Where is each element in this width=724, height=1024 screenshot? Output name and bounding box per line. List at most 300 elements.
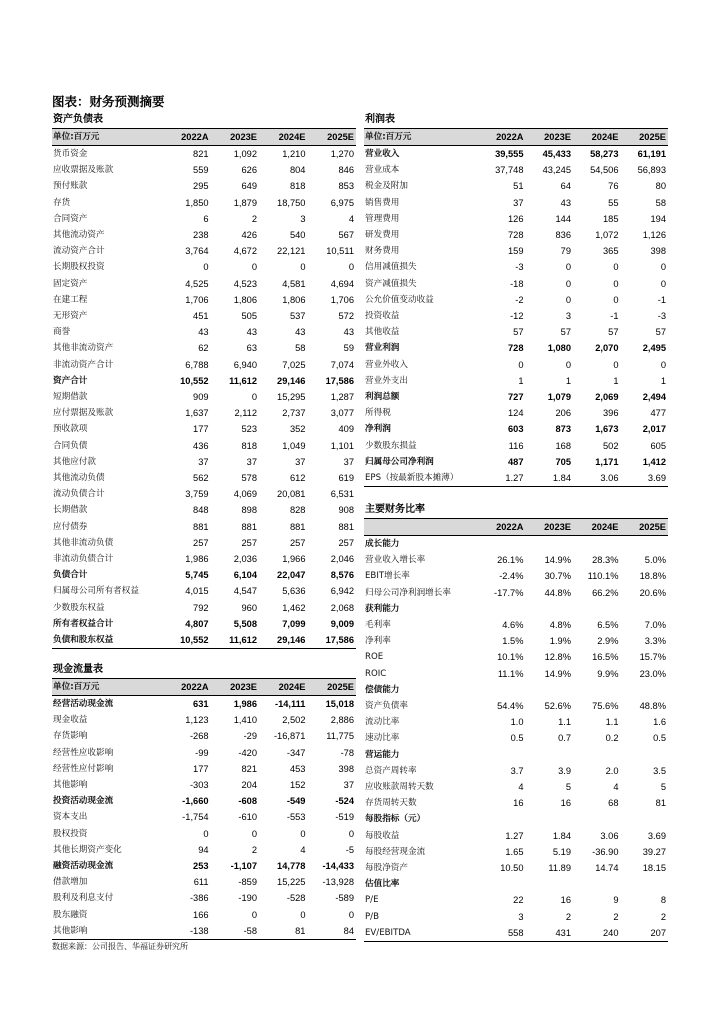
row-value: 0 bbox=[348, 828, 354, 839]
row-value: 54,506 bbox=[590, 165, 619, 176]
row-value: 51 bbox=[513, 181, 524, 192]
row-value: 0 bbox=[518, 359, 524, 370]
table-row bbox=[52, 227, 356, 243]
row-value: 1,072 bbox=[595, 230, 619, 241]
balance-sheet-section bbox=[52, 112, 356, 649]
row-value: 908 bbox=[338, 505, 354, 516]
row-value: 0.2 bbox=[605, 733, 619, 744]
table-row bbox=[52, 826, 356, 842]
row-value: 1,126 bbox=[642, 230, 666, 241]
row-value: 1,986 bbox=[185, 554, 209, 565]
table-row bbox=[364, 585, 668, 601]
table-row bbox=[364, 633, 668, 649]
row-value: -58 bbox=[211, 923, 259, 940]
row-value bbox=[478, 601, 526, 617]
table-row bbox=[52, 890, 356, 906]
row-value: 204 bbox=[241, 780, 258, 791]
row-value: -78 bbox=[340, 747, 354, 758]
row-value: -589 bbox=[335, 893, 354, 904]
row-value: 11,612 bbox=[211, 632, 259, 649]
row-value: 0 bbox=[660, 262, 666, 273]
row-value: 1,879 bbox=[233, 197, 258, 208]
row-value: 4,672 bbox=[233, 246, 258, 257]
row-value: 873 bbox=[555, 424, 571, 435]
row-label: 其他影响 bbox=[53, 780, 88, 791]
row-value: 6 bbox=[203, 213, 209, 224]
row-value bbox=[573, 536, 621, 553]
row-value: 451 bbox=[193, 311, 209, 322]
row-value: 0 bbox=[348, 262, 354, 273]
row-value: 59 bbox=[343, 343, 354, 354]
row-value: 0 bbox=[300, 262, 306, 273]
unit-header bbox=[364, 519, 478, 536]
year-header: 2022A bbox=[162, 129, 210, 146]
row-value: 4,525 bbox=[185, 278, 209, 289]
table-header-row bbox=[52, 129, 356, 146]
row-value: 853 bbox=[338, 181, 354, 192]
row-value: 81 bbox=[259, 923, 307, 940]
row-label: 销售费用 bbox=[365, 197, 400, 208]
table-row bbox=[364, 211, 668, 227]
balance-sheet-title: 资产负债表 bbox=[52, 112, 356, 129]
row-value: 28.3% bbox=[592, 555, 619, 566]
table-row bbox=[364, 682, 668, 698]
table-row bbox=[364, 470, 668, 487]
table-row bbox=[52, 616, 356, 632]
year-header: 2025E bbox=[621, 129, 669, 146]
row-value: 37 bbox=[295, 456, 306, 467]
row-value: 43,245 bbox=[542, 165, 571, 176]
row-label: 营业外支出 bbox=[365, 375, 408, 386]
row-label: 研发费用 bbox=[365, 230, 400, 241]
row-value: 0 bbox=[348, 909, 354, 920]
row-value: 9.9% bbox=[597, 668, 619, 679]
table-row bbox=[52, 858, 356, 874]
row-value: 58,273 bbox=[590, 149, 619, 159]
row-value: 1.65 bbox=[505, 846, 524, 857]
row-label: 其他非流动资产 bbox=[53, 343, 114, 354]
table-header-row bbox=[364, 519, 668, 536]
row-label: 投资活动现金流 bbox=[53, 796, 114, 807]
year-header: 2023E bbox=[211, 679, 259, 696]
row-label: 归母公司净利润增长率 bbox=[365, 587, 451, 598]
row-value: -18 bbox=[510, 278, 524, 289]
row-value: 1,410 bbox=[233, 715, 258, 726]
row-value: 0.5 bbox=[653, 733, 666, 744]
row-label: 营业外收入 bbox=[365, 359, 408, 370]
row-value: 79 bbox=[560, 246, 571, 257]
year-header: 2024E bbox=[573, 129, 621, 146]
table-header-row bbox=[364, 129, 668, 146]
year-header: 2023E bbox=[526, 129, 574, 146]
row-value: 62 bbox=[198, 343, 209, 354]
row-label: 无形资产 bbox=[53, 311, 88, 322]
row-value: 11,612 bbox=[229, 375, 258, 386]
row-value: 37,748 bbox=[495, 165, 524, 176]
table-row bbox=[52, 632, 356, 649]
cash-flow-table bbox=[52, 679, 356, 940]
row-value: 502 bbox=[602, 440, 619, 451]
row-value: 828 bbox=[289, 505, 306, 516]
table-row bbox=[52, 308, 356, 324]
row-value: 20.6% bbox=[639, 587, 666, 598]
row-label: 总资产周转率 bbox=[365, 765, 417, 776]
row-label: 股东融资 bbox=[53, 909, 88, 920]
table-row bbox=[364, 698, 668, 714]
row-value: 1.1 bbox=[558, 717, 571, 728]
ratios-title: 主要财务比率 bbox=[364, 502, 668, 519]
unit-header: 单位:百万元 bbox=[364, 129, 478, 146]
row-value: 3 bbox=[565, 311, 571, 322]
row-value: 56,893 bbox=[637, 165, 666, 176]
row-value: 3,077 bbox=[330, 408, 354, 419]
row-value: 2 bbox=[565, 911, 571, 922]
row-value: 177 bbox=[193, 424, 209, 435]
table-row bbox=[364, 909, 668, 925]
row-value: 3,759 bbox=[185, 489, 209, 500]
row-value: 2,502 bbox=[282, 715, 306, 726]
row-value: 54.4% bbox=[497, 701, 524, 712]
row-value: 16.5% bbox=[592, 652, 619, 663]
row-value: 3,764 bbox=[185, 246, 209, 257]
row-value bbox=[573, 601, 621, 617]
row-value: 7.0% bbox=[644, 620, 666, 631]
table-row bbox=[364, 601, 668, 617]
row-value: -3 bbox=[515, 262, 524, 273]
row-value: 398 bbox=[650, 246, 666, 257]
row-value bbox=[621, 747, 669, 763]
row-value: 64 bbox=[560, 181, 571, 192]
row-value: 352 bbox=[289, 424, 306, 435]
row-value: 3.9 bbox=[558, 765, 571, 776]
row-value bbox=[526, 876, 574, 892]
table-row bbox=[364, 552, 668, 568]
row-value: 0 bbox=[660, 359, 666, 370]
row-value: 185 bbox=[602, 213, 619, 224]
row-value: 8 bbox=[660, 895, 666, 906]
year-header: 2025E bbox=[621, 519, 669, 536]
row-value: 0 bbox=[300, 909, 306, 920]
row-value: -14,433 bbox=[322, 861, 354, 872]
row-value: 1,462 bbox=[282, 602, 306, 613]
table-row bbox=[52, 583, 356, 599]
row-label: 流动比率 bbox=[365, 717, 400, 728]
row-label: 营业收入增长率 bbox=[365, 555, 426, 566]
row-value: 207 bbox=[621, 925, 669, 942]
row-value: 66.2% bbox=[592, 587, 619, 598]
table-row bbox=[52, 486, 356, 502]
row-value: 1 bbox=[613, 375, 619, 386]
row-value: 43 bbox=[198, 327, 209, 338]
row-value: 159 bbox=[507, 246, 524, 257]
row-value: -519 bbox=[335, 812, 354, 823]
row-value: 0 bbox=[565, 262, 571, 273]
row-value: 6,940 bbox=[233, 359, 258, 370]
row-value: -99 bbox=[195, 747, 209, 758]
row-value: 18,750 bbox=[277, 197, 306, 208]
row-label: 经营活动现金流 bbox=[53, 699, 114, 709]
row-value: 0 bbox=[565, 294, 571, 305]
row-label: 利润总额 bbox=[365, 392, 400, 403]
table-row bbox=[364, 324, 668, 340]
source-note: 数据来源：公司报告、华福证券研究所 bbox=[52, 942, 188, 951]
row-value: 1.9% bbox=[549, 636, 571, 647]
row-value: 836 bbox=[555, 230, 571, 241]
table-row bbox=[364, 178, 668, 194]
row-value: 505 bbox=[241, 311, 258, 322]
row-value: 2 bbox=[251, 844, 258, 855]
row-value: 3.06 bbox=[600, 830, 619, 841]
row-value: 1,412 bbox=[642, 456, 666, 467]
row-value: 18.15 bbox=[642, 863, 666, 874]
row-value: 909 bbox=[193, 392, 209, 403]
year-header: 2022A bbox=[162, 679, 210, 696]
row-value bbox=[526, 747, 574, 763]
row-value: 426 bbox=[241, 230, 258, 241]
row-value: 0 bbox=[613, 359, 619, 370]
row-value: 295 bbox=[193, 181, 209, 192]
row-value: 0 bbox=[565, 278, 571, 289]
table-row bbox=[364, 925, 668, 942]
row-value: 1,806 bbox=[233, 294, 258, 305]
row-value: 4,547 bbox=[233, 586, 258, 597]
row-value: 2,112 bbox=[234, 408, 258, 419]
row-value: 1,706 bbox=[330, 294, 354, 305]
row-label: 长期股权投资 bbox=[53, 262, 105, 273]
row-value: 1,966 bbox=[282, 554, 306, 565]
table-row bbox=[364, 405, 668, 421]
row-value: 2,036 bbox=[233, 554, 258, 565]
row-label: 管理费用 bbox=[365, 213, 400, 224]
row-value: 37 bbox=[513, 197, 524, 208]
row-value: 1,101 bbox=[330, 440, 354, 451]
row-value: 4,523 bbox=[233, 278, 258, 289]
row-value: 821 bbox=[193, 149, 209, 159]
row-value: 10,552 bbox=[180, 375, 209, 386]
row-value: 1,080 bbox=[547, 343, 571, 354]
row-value: -303 bbox=[189, 780, 209, 791]
income-statement-title: 利润表 bbox=[364, 112, 668, 129]
row-value: 30.7% bbox=[544, 571, 571, 582]
row-value: 14,778 bbox=[277, 861, 306, 872]
row-value: 898 bbox=[241, 505, 258, 516]
row-value: 166 bbox=[193, 909, 209, 920]
row-value: 240 bbox=[573, 925, 621, 942]
table-row bbox=[364, 876, 668, 892]
row-value: -1,754 bbox=[182, 812, 209, 823]
row-value: 0 bbox=[251, 909, 258, 920]
row-value: 1,049 bbox=[282, 440, 306, 451]
row-label: ROIC bbox=[365, 668, 387, 679]
row-value: 2,494 bbox=[642, 392, 666, 403]
row-value: 15,018 bbox=[325, 699, 354, 709]
row-value: 11,775 bbox=[326, 731, 354, 742]
row-value: 0 bbox=[613, 294, 619, 305]
table-row bbox=[52, 405, 356, 421]
row-value: 57 bbox=[608, 327, 619, 338]
row-value: 1,171 bbox=[595, 456, 619, 467]
row-value: 58 bbox=[295, 343, 306, 354]
row-label: P/B bbox=[365, 911, 379, 922]
row-value: 881 bbox=[338, 521, 354, 532]
row-label: 归属母公司所有者权益 bbox=[53, 586, 139, 597]
row-value: 22 bbox=[513, 895, 524, 906]
table-row bbox=[364, 779, 668, 795]
row-value: 540 bbox=[289, 230, 306, 241]
row-value: 144 bbox=[555, 213, 571, 224]
row-value bbox=[526, 536, 574, 553]
year-header: 2023E bbox=[211, 129, 259, 146]
row-value: 22,047 bbox=[277, 570, 306, 581]
row-value: -3 bbox=[657, 311, 666, 322]
table-row bbox=[52, 162, 356, 178]
table-row bbox=[364, 340, 668, 356]
row-label: 营业成本 bbox=[365, 165, 400, 176]
row-value bbox=[478, 811, 526, 827]
row-value: 818 bbox=[241, 440, 258, 451]
row-value: 4 bbox=[518, 782, 524, 793]
table-row bbox=[52, 178, 356, 194]
row-value: 15,295 bbox=[277, 392, 306, 403]
table-row bbox=[52, 874, 356, 890]
unit-header: 单位:百万元 bbox=[52, 679, 162, 696]
table-row bbox=[364, 617, 668, 633]
row-value: 6,104 bbox=[233, 570, 258, 581]
row-value: 61,191 bbox=[637, 149, 666, 159]
row-value: 39.27 bbox=[642, 846, 666, 857]
row-label: 应收账款周转天数 bbox=[365, 782, 434, 793]
table-row bbox=[364, 747, 668, 763]
year-header: 2022A bbox=[478, 129, 526, 146]
table-row bbox=[52, 842, 356, 858]
row-value: 881 bbox=[289, 521, 306, 532]
table-row bbox=[52, 146, 356, 163]
row-label: 少数股东权益 bbox=[53, 602, 105, 613]
row-value: -1,660 bbox=[182, 796, 209, 807]
row-value: 10.1% bbox=[497, 652, 524, 663]
row-value bbox=[478, 876, 526, 892]
row-label: 财务费用 bbox=[365, 246, 400, 257]
row-value: 206 bbox=[555, 408, 571, 419]
row-label: 所得税 bbox=[365, 408, 391, 419]
row-value: 2,068 bbox=[330, 602, 354, 613]
row-value: 20,081 bbox=[277, 489, 306, 500]
row-value: 4 bbox=[613, 782, 619, 793]
row-value: 0 bbox=[203, 828, 209, 839]
row-label: 营业收入 bbox=[365, 149, 400, 159]
row-value: 409 bbox=[338, 424, 354, 435]
row-value: 4.6% bbox=[502, 620, 524, 631]
table-row bbox=[52, 211, 356, 227]
row-value: 1,092 bbox=[233, 149, 258, 159]
table-row bbox=[52, 292, 356, 308]
row-value: 168 bbox=[555, 440, 571, 451]
row-value: 4,807 bbox=[185, 618, 209, 629]
row-value: 37 bbox=[343, 780, 354, 791]
row-label: 非流动资产合计 bbox=[53, 359, 114, 370]
row-value: 5,636 bbox=[282, 586, 306, 597]
row-value: 57 bbox=[513, 327, 524, 338]
row-value: 2,017 bbox=[642, 424, 666, 435]
row-value: 15.7% bbox=[639, 652, 666, 663]
row-value: 5 bbox=[660, 782, 666, 793]
row-value: 126 bbox=[507, 213, 524, 224]
row-value: 45,433 bbox=[542, 149, 571, 159]
row-value: 619 bbox=[338, 473, 354, 484]
table-row bbox=[364, 438, 668, 454]
table-row bbox=[52, 777, 356, 793]
table-row bbox=[52, 567, 356, 583]
row-value: 559 bbox=[193, 165, 209, 176]
row-value: 2,069 bbox=[595, 392, 619, 403]
row-value: 567 bbox=[338, 230, 354, 241]
row-value bbox=[621, 811, 669, 827]
table-row bbox=[364, 227, 668, 243]
row-value: 29,146 bbox=[259, 632, 307, 649]
row-value: 3.3% bbox=[644, 636, 666, 647]
row-label: 所有者权益合计 bbox=[53, 618, 114, 629]
row-value: 0.7 bbox=[558, 733, 571, 744]
table-row bbox=[364, 162, 668, 178]
row-label: 流动资产合计 bbox=[53, 246, 105, 257]
row-label: 其他流动资产 bbox=[53, 230, 105, 241]
table-row bbox=[52, 745, 356, 761]
table-row bbox=[52, 793, 356, 809]
row-label: 资产负债率 bbox=[365, 701, 408, 712]
row-value bbox=[478, 747, 526, 763]
table-row bbox=[52, 340, 356, 356]
row-label: 信用减值损失 bbox=[365, 262, 417, 273]
row-value: 6,975 bbox=[330, 197, 354, 208]
row-value: 1.5% bbox=[502, 636, 524, 647]
row-value: 94 bbox=[198, 844, 209, 855]
row-value: 8,576 bbox=[330, 570, 354, 581]
row-value: -16,871 bbox=[273, 731, 306, 742]
row-label: 营运能力 bbox=[365, 749, 400, 760]
row-value: 29,146 bbox=[277, 375, 306, 386]
row-label: 在建工程 bbox=[53, 294, 88, 305]
row-value: 603 bbox=[507, 424, 524, 435]
row-value: 558 bbox=[478, 925, 526, 942]
table-row bbox=[364, 276, 668, 292]
year-header: 2024E bbox=[259, 679, 307, 696]
table-row bbox=[364, 195, 668, 211]
row-value: 16 bbox=[560, 895, 571, 906]
income-statement-table bbox=[364, 129, 668, 487]
table-row bbox=[364, 421, 668, 437]
row-value: 26.1% bbox=[497, 555, 524, 566]
row-value: 4.8% bbox=[549, 620, 571, 631]
row-value: 821 bbox=[241, 763, 258, 774]
row-value: 487 bbox=[507, 456, 524, 467]
year-header: 2023E bbox=[526, 519, 574, 536]
table-row bbox=[52, 389, 356, 405]
row-value: 15,225 bbox=[277, 877, 306, 888]
table-row bbox=[52, 373, 356, 389]
row-value: 523 bbox=[241, 424, 258, 435]
row-value: 43 bbox=[343, 327, 354, 338]
row-value: 1,673 bbox=[595, 424, 619, 435]
row-value: 2 bbox=[613, 911, 619, 922]
row-value: 3.06 bbox=[573, 470, 621, 487]
table-row bbox=[364, 243, 668, 259]
row-value: 43 bbox=[246, 327, 258, 338]
row-label: 股权投资 bbox=[53, 828, 88, 839]
table-row bbox=[52, 502, 356, 518]
row-value: 10,511 bbox=[326, 246, 354, 257]
row-label: 固定资产 bbox=[53, 278, 88, 289]
row-value: 2 bbox=[251, 213, 258, 224]
